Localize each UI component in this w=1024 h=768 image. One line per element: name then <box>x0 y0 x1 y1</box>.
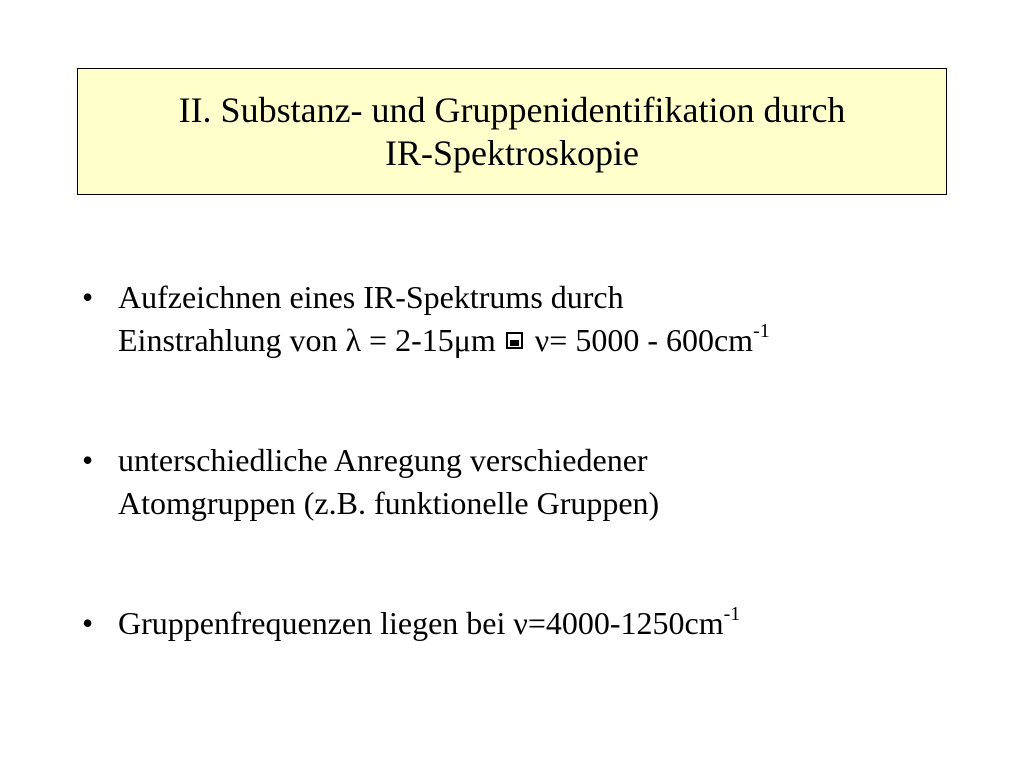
bullet-line: Atomgruppen (z.B. funktionelle Gruppen) <box>118 485 660 521</box>
title-line-1: II. Substanz- und Gruppenidentifikation durch <box>178 89 846 130</box>
bullet-line <box>118 602 982 645</box>
superscript-exponent: -1 <box>753 320 770 343</box>
bullet-list <box>82 276 982 645</box>
wavelength-text: Einstrahlung von λ = 2-15μm <box>118 322 496 358</box>
bullet-line: unterschiedliche Anregung verschiedener <box>118 442 648 478</box>
bullet-marker: • <box>82 442 94 478</box>
bullet-line: Aufzeichnen eines IR-Spektrums durch <box>118 279 624 315</box>
bullet-line <box>118 319 982 362</box>
wavenumber-text: ν= 5000 - 600cm <box>534 322 754 358</box>
title-line-2: IR-Spektroskopie <box>385 132 639 173</box>
bullet-item-group-frequencies <box>82 602 982 645</box>
group-frequencies-text: Gruppenfrequenzen liegen bei ν=4000-1250cm <box>118 605 724 641</box>
bullet-marker: • <box>82 279 94 315</box>
bullet-item-excitation <box>82 439 982 525</box>
bullet-marker: • <box>82 605 94 641</box>
bullet-item-recording <box>82 276 982 362</box>
arrow-symbol-icon <box>506 332 523 349</box>
superscript-exponent: -1 <box>723 603 741 626</box>
title-box <box>77 68 947 195</box>
